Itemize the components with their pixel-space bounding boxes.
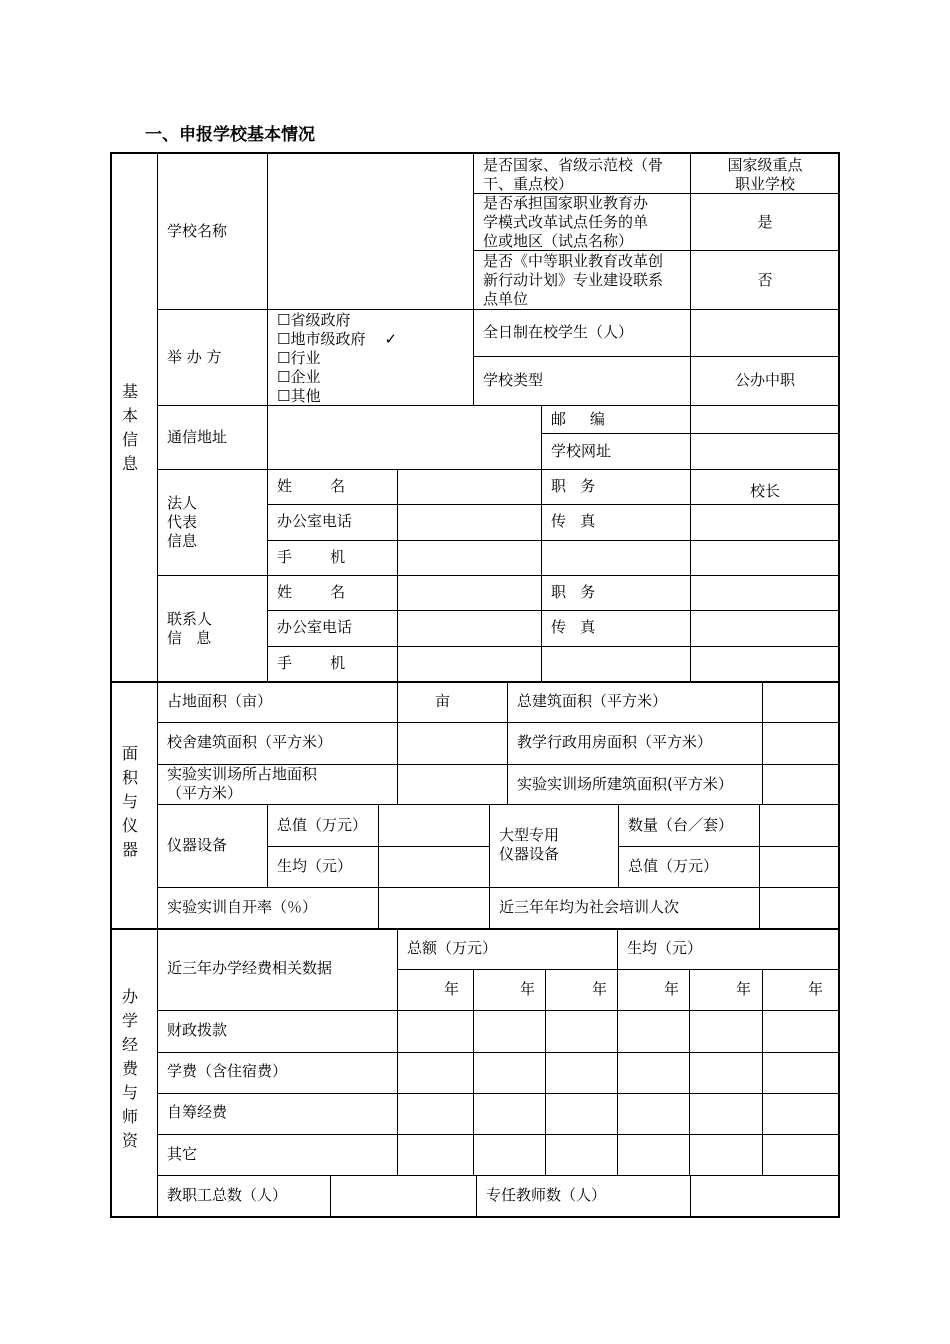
grid-line (157, 722, 839, 723)
address-label: 通信地址 (167, 428, 228, 446)
grid-line (473, 969, 474, 1175)
grid-line (397, 682, 398, 804)
fund-row-label: 财政拨款 (167, 1021, 228, 1039)
grid-line (689, 969, 690, 1175)
year-label: 年 (736, 980, 752, 998)
school-build-area-label: 校舍建筑面积（平方米） (167, 733, 333, 751)
contact-label: 联系人 信 息 (167, 610, 213, 647)
grid-line (157, 1134, 839, 1135)
section-basic-label: 基本信息 (122, 382, 139, 473)
grid-line (267, 504, 839, 505)
school-type-value: 公办中职 (734, 371, 795, 389)
postcode-label: 邮 编 (551, 410, 605, 428)
teach-admin-area-label: 教学行政用房面积（平方米） (517, 733, 713, 751)
social-training-label: 近三年年均为社会培训人次 (499, 898, 680, 916)
grid-line (397, 969, 839, 970)
grid-line (762, 682, 763, 804)
sponsor-label: 举 办 方 (167, 348, 222, 366)
grid-line (157, 1052, 839, 1053)
grid-line (157, 469, 839, 470)
legal-mobile-label: 手 机 (277, 548, 346, 566)
demo-school-question: 是否国家、省级示范校（骨 干、重点校） (483, 156, 664, 193)
year-label: 年 (444, 980, 460, 998)
equipment-label: 仪器设备 (167, 836, 228, 854)
grid-line (157, 153, 158, 1217)
funds-total-label: 总额（万元） (407, 939, 498, 957)
form-table (110, 152, 840, 1218)
grid-line (762, 969, 763, 1175)
year-label: 年 (592, 980, 608, 998)
grid-line (473, 356, 839, 357)
grid-line (157, 405, 839, 406)
grid-line (618, 846, 839, 847)
funds-header-label: 近三年办学经费相关数据 (167, 959, 333, 977)
land-area-unit: 亩 (435, 692, 451, 710)
grid-line (330, 1175, 331, 1217)
plan-question: 是否《中等职业教育改革创 新行动计划》专业建设联系 点单位 (483, 252, 664, 308)
contact-mobile-label: 手 机 (277, 654, 346, 672)
grid-line (267, 610, 839, 611)
full-time-teachers-label: 专任教师数（人） (486, 1186, 607, 1204)
section-divider (110, 681, 840, 683)
section-funds-label: 办学经费与师资 (122, 987, 139, 1150)
large-equipment-quantity-label: 数量（台／套） (628, 816, 734, 834)
grid-line (267, 405, 268, 681)
grid-line (157, 1093, 839, 1094)
demo-school-answer: 国家级重点 职业学校 (727, 156, 803, 193)
sponsor-options (277, 311, 397, 406)
fund-row-label: 其它 (167, 1145, 198, 1163)
contact-fax-label: 传 真 (551, 618, 596, 636)
funds-per-student-label: 生均（元） (627, 939, 703, 957)
contact-position-label: 职 务 (551, 583, 596, 601)
grid-line (157, 1175, 839, 1176)
grid-line (157, 887, 839, 888)
sponsor-option[interactable]: ☐地市级政府 ✓ (277, 330, 398, 348)
fund-row-label: 自筹经费 (167, 1103, 228, 1121)
equipment-per-student-label: 生均（元） (277, 857, 353, 875)
legal-office-phone-label: 办公室电话 (277, 512, 353, 530)
legal-rep-label: 法人 代表 信息 (167, 494, 198, 550)
total-build-area-label: 总建筑面积（平方米） (517, 692, 668, 710)
grid-line (476, 1175, 477, 1217)
section-divider (110, 928, 840, 930)
pilot-answer: 是 (757, 213, 773, 231)
grid-line (267, 846, 489, 847)
sponsor-option[interactable]: ☐其他 (277, 387, 321, 405)
legal-name-label: 姓 名 (277, 477, 346, 495)
school-name-label: 学校名称 (167, 222, 228, 240)
legal-fax-label: 传 真 (551, 512, 596, 530)
open-rate-label: 实验实训自开率（％） (167, 898, 318, 916)
grid-line (378, 805, 379, 928)
lab-build-area-label: 实验实训场所建筑面积(平方米） (517, 775, 733, 793)
grid-line (690, 405, 691, 681)
year-label: 年 (808, 980, 824, 998)
sponsor-option[interactable]: ☐省级政府 (277, 311, 351, 329)
grid-line (157, 804, 839, 805)
large-equipment-total-label: 总值（万元） (628, 857, 719, 875)
staff-total-label: 教职工总数（人） (167, 1186, 288, 1204)
grid-line (507, 682, 508, 804)
grid-line (690, 1175, 691, 1217)
grid-line (541, 433, 839, 434)
year-label: 年 (520, 980, 536, 998)
grid-line (157, 575, 839, 576)
sponsor-option[interactable]: ☐行业 (277, 349, 321, 367)
year-label: 年 (664, 980, 680, 998)
grid-line (489, 805, 490, 928)
equipment-total-label: 总值（万元） (277, 816, 368, 834)
grid-line (267, 646, 839, 647)
legal-position-label: 职 务 (551, 477, 596, 495)
fund-row-label: 学费（含住宿费） (167, 1062, 288, 1080)
school-type-label: 学校类型 (483, 371, 544, 389)
pilot-question: 是否承担国家职业教育办 学模式改革试点任务的单 位或地区（试点名称） (483, 194, 649, 250)
grid-line (157, 1010, 839, 1011)
sponsor-option[interactable]: ☐企业 (277, 368, 321, 386)
fulltime-students-label: 全日制在校学生（人） (483, 323, 634, 341)
page-title: 一、申报学校基本情况 (145, 125, 315, 145)
grid-line (759, 805, 760, 928)
grid-line (541, 405, 542, 681)
grid-line (267, 153, 268, 405)
grid-line (157, 309, 839, 310)
large-equipment-label: 大型专用 仪器设备 (499, 826, 560, 863)
contact-name-label: 姓 名 (277, 583, 346, 601)
contact-office-phone-label: 办公室电话 (277, 618, 353, 636)
legal-position-value: 校长 (749, 482, 780, 500)
grid-line (267, 540, 839, 541)
lab-land-area-label: 实验实训场所占地面积 （平方米） (167, 765, 318, 802)
section-area-label: 面积与仪器 (122, 744, 139, 859)
plan-answer: 否 (757, 271, 773, 289)
grid-line (473, 153, 474, 405)
grid-line (545, 969, 546, 1175)
website-label: 学校网址 (551, 442, 612, 460)
land-area-label: 占地面积（亩） (167, 692, 273, 710)
